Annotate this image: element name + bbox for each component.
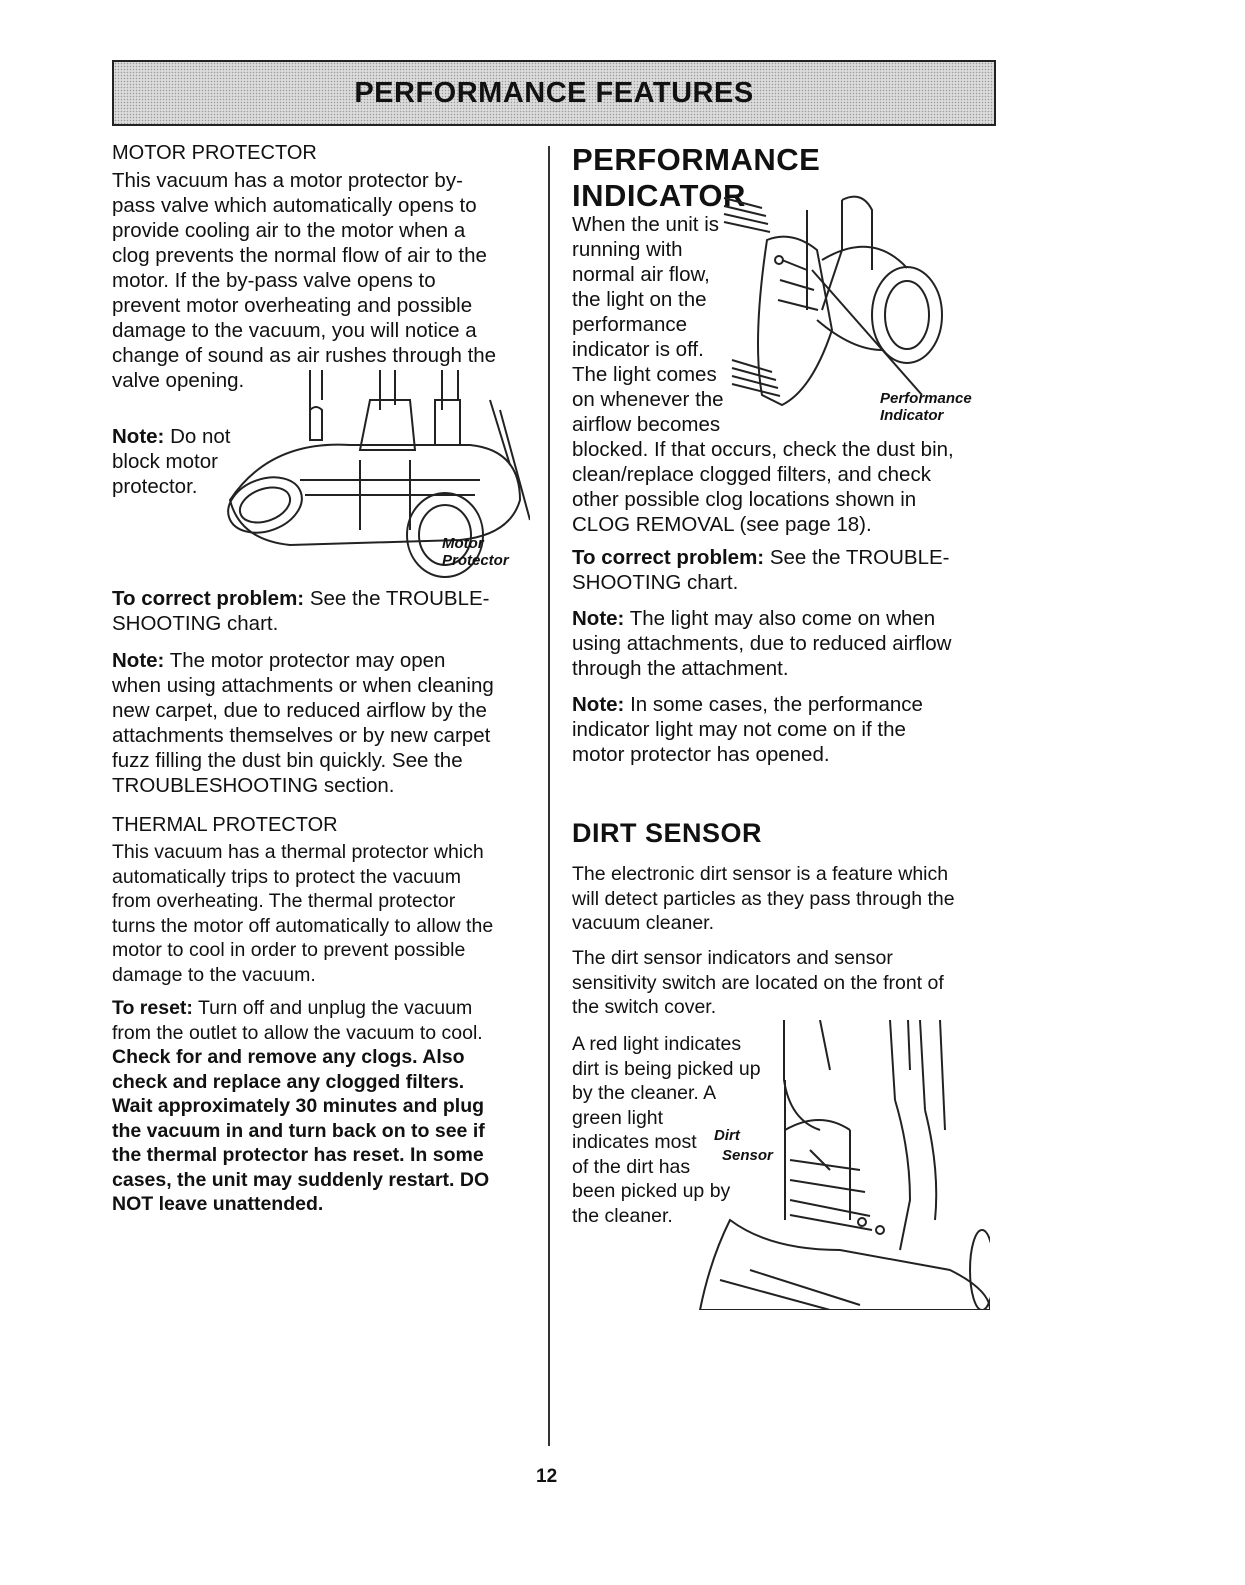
- motor-protector-note2: [112, 648, 532, 798]
- performance-indicator-figure-label: Performance Indicator: [880, 390, 972, 424]
- performance-indicator-correct: [572, 545, 1002, 595]
- note2-text: In some cases, the performance indicator light may not come on if the motor protector has opened.: [572, 693, 923, 766]
- motor-protector-heading: MOTOR PROTECTOR: [112, 142, 317, 164]
- dirt-sensor-heading: DIRT SENSOR: [572, 818, 763, 848]
- motor-protector-figure-label: Motor Protector: [442, 535, 509, 569]
- correct-text: See the TROUBLE- SHOOTING chart.: [572, 546, 950, 594]
- column-divider: [548, 146, 550, 1446]
- section-banner: [112, 60, 996, 126]
- dirt-sensor-illustration: [690, 1020, 990, 1310]
- performance-indicator-illustration: [722, 190, 982, 420]
- motor-protector-body: This vacuum has a motor protector by- pass valve which automatically opens to provide cooling air to the motor when a clog prevents the normal flow of air to the motor. If the by-pass valve opens to prevent motor overheating and possible damage to the vacuum, you will notice a change of sound as air rushes through the valve opening.: [112, 169, 497, 392]
- reset-bold-text: Check for and remove any clogs. Also check and replace any clogged filters. Wait approximately 30 minutes and plug the vacuum in and turn back on to see if the thermal protector has reset. In some cases, the unit may suddenly restart. DO NOT leave unattended.: [112, 1046, 490, 1215]
- correct-label: To correct problem:: [572, 546, 765, 569]
- dirt-sensor-body3: A red light indicates dirt is being picked up by the cleaner. A green light indicates most of the dirt has been picked up by the cleaner.: [572, 1033, 761, 1227]
- note2-text: The motor protector may open when using attachments or when cleaning new carpet, due to reduced airflow by the attachments themselves or by new carpet fuzz filling the dust bin quickly. See the TROUBLESHOOTING section.: [112, 649, 494, 797]
- dirt-sensor-body1: The electronic dirt sensor is a feature which will detect particles as they pass through the vacuum cleaner.: [572, 863, 955, 934]
- correct-label: To correct problem:: [112, 587, 305, 610]
- thermal-protector-body: This vacuum has a thermal protector which automatically trips to protect the vacuum from overheating. The thermal protector turns the motor off automatically to allow the motor to cool in order to prevent possible damage to the vacuum.: [112, 841, 494, 986]
- thermal-protector-reset: [112, 996, 532, 1217]
- performance-indicator-body-full: blocked. If that occurs, check the dust bin, clean/replace clogged filters, and check other possible clog locations shown in CLOG REMOVAL (see page 18).: [572, 438, 954, 536]
- page-title: PERFORMANCE FEATURES: [354, 76, 754, 109]
- note2-label: Note:: [112, 649, 165, 672]
- reset-text: Turn off and unplug the vacuum from the outlet to allow the vacuum to cool.: [112, 997, 483, 1044]
- performance-indicator-note2: [572, 692, 1002, 767]
- dirt-sensor-body2: The dirt sensor indicators and sensor sensitivity switch are located on the front of the switch cover.: [572, 947, 944, 1018]
- page-number: 12: [536, 1466, 558, 1487]
- performance-indicator-note: [572, 606, 1002, 681]
- dirt-sensor-figure-label-1: Dirt: [714, 1127, 740, 1144]
- note-label: Note:: [112, 425, 165, 448]
- note-text: Do not block motor protector.: [112, 425, 231, 498]
- note2-label: Note:: [572, 693, 625, 716]
- performance-indicator-body-wrap: When the unit is running with normal air flow, the light on the performance indicator is off. The light comes on whenever the airflow becomes: [572, 213, 724, 436]
- dirt-sensor-figure-label-2: Sensor: [722, 1147, 773, 1164]
- note-label: Note:: [572, 607, 625, 630]
- note-text: The light may also come on when using attachments, due to reduced airflow through the attachment.: [572, 607, 952, 680]
- reset-label: To reset:: [112, 997, 193, 1019]
- correct-text: See the TROUBLE- SHOOTING chart.: [112, 587, 490, 635]
- performance-indicator-heading: PERFORMANCE INDICATOR: [572, 142, 821, 213]
- thermal-protector-heading: THERMAL PROTECTOR: [112, 814, 338, 836]
- motor-protector-correct: [112, 586, 532, 636]
